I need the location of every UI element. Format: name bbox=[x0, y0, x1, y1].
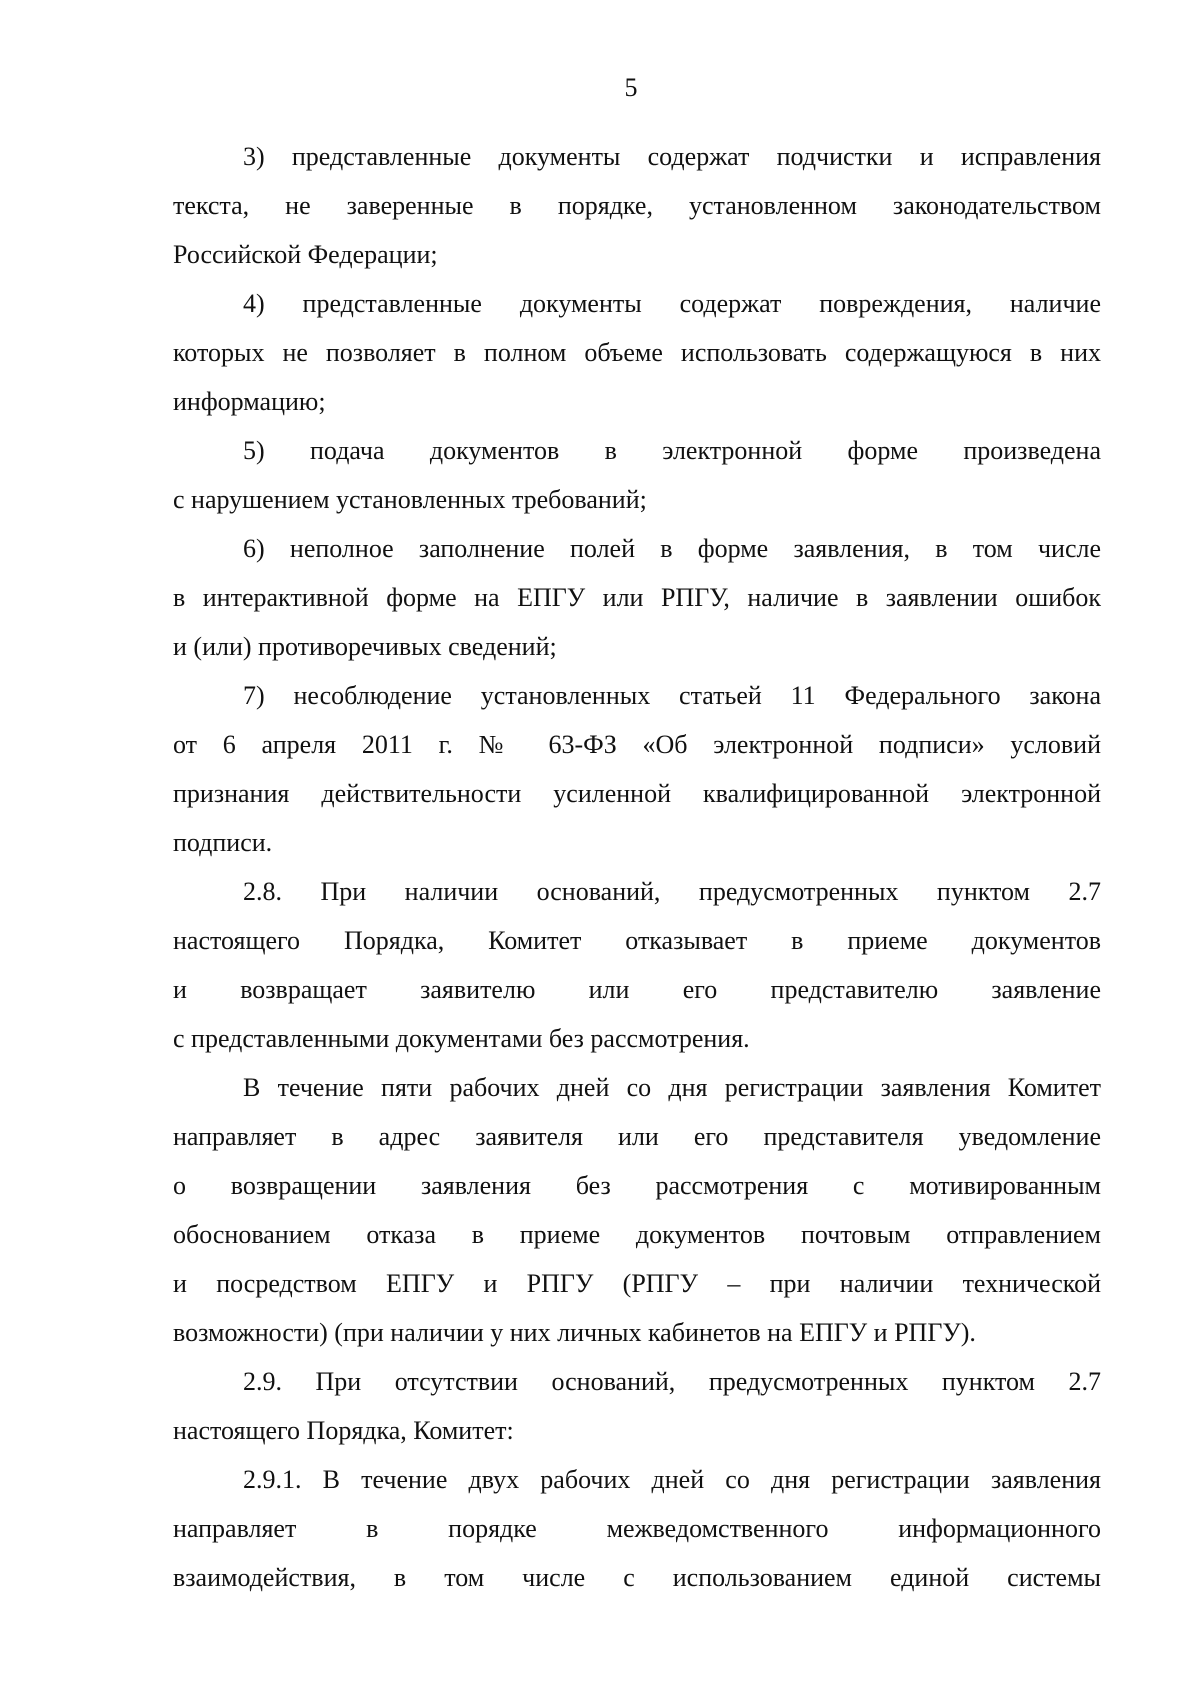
text-line: возможности) (при наличии у них личных кабинетов на ЕПГУ и РПГУ). bbox=[173, 1318, 976, 1347]
text-line: признания действительности усиленной квалифицированной электронной bbox=[173, 779, 1101, 808]
paragraph-item-5 bbox=[173, 426, 1101, 524]
paragraph-return-notice bbox=[173, 1063, 1101, 1357]
text-line: текста, не заверенные в порядке, установленном законодательством bbox=[173, 191, 1101, 220]
paragraph-2-9-1 bbox=[173, 1455, 1101, 1602]
text-line: и возвращает заявителю или его представителю заявление bbox=[173, 975, 1101, 1004]
text-line: обоснованием отказа в приеме документов почтовым отправлением bbox=[173, 1220, 1101, 1249]
text-line: 6) неполное заполнение полей в форме заявления, в том числе bbox=[243, 534, 1101, 563]
text-line: взаимодействия, в том числе с использованием единой системы bbox=[173, 1563, 1101, 1592]
text-line: информацию; bbox=[173, 387, 326, 416]
text-line: которых не позволяет в полном объеме использовать содержащуюся в них bbox=[173, 338, 1101, 367]
text-line: и посредством ЕПГУ и РПГУ (РПГУ – при наличии технической bbox=[173, 1269, 1101, 1298]
text-line: в интерактивной форме на ЕПГУ или РПГУ, наличие в заявлении ошибок bbox=[173, 583, 1101, 612]
text-line: 2.9.1. В течение двух рабочих дней со дня регистрации заявления bbox=[243, 1465, 1101, 1494]
page-number: 5 bbox=[624, 73, 638, 102]
text-line: о возвращении заявления без рассмотрения с мотивированным bbox=[173, 1171, 1101, 1200]
text-line: 3) представленные документы содержат подчистки и исправления bbox=[243, 142, 1101, 171]
text-line: 4) представленные документы содержат повреждения, наличие bbox=[243, 289, 1101, 318]
text-line: настоящего Порядка, Комитет отказывает в приеме документов bbox=[173, 926, 1101, 955]
text-line: 7) несоблюдение установленных статьей 11 Федерального закона bbox=[243, 681, 1101, 710]
text-line: 2.9. При отсутствии оснований, предусмотренных пунктом 2.7 bbox=[243, 1367, 1101, 1396]
text-line: направляет в порядке межведомственного информационного bbox=[173, 1514, 1101, 1543]
text-line: настоящего Порядка, Комитет: bbox=[173, 1416, 514, 1445]
paragraph-2-9 bbox=[173, 1357, 1101, 1455]
text-line: с представленными документами без рассмотрения. bbox=[173, 1024, 750, 1053]
text-line: 2.8. При наличии оснований, предусмотренных пунктом 2.7 bbox=[243, 877, 1101, 906]
text-line: с нарушением установленных требований; bbox=[173, 485, 647, 514]
paragraph-item-3 bbox=[173, 132, 1101, 279]
paragraph-item-4 bbox=[173, 279, 1101, 426]
paragraph-item-7 bbox=[173, 671, 1101, 867]
text-line: 5) подача документов в электронной форме произведена bbox=[243, 436, 1101, 465]
document-body bbox=[173, 132, 1101, 1602]
paragraph-2-8 bbox=[173, 867, 1101, 1063]
text-line: Российской Федерации; bbox=[173, 240, 438, 269]
text-line: направляет в адрес заявителя или его представителя уведомление bbox=[173, 1122, 1101, 1151]
text-line: от 6 апреля 2011 г. № 63-ФЗ «Об электронной подписи» условий bbox=[173, 730, 1101, 759]
text-line: и (или) противоречивых сведений; bbox=[173, 632, 557, 661]
paragraph-item-6 bbox=[173, 524, 1101, 671]
text-line: подписи. bbox=[173, 828, 273, 857]
text-line: В течение пяти рабочих дней со дня регистрации заявления Комитет bbox=[243, 1073, 1101, 1102]
